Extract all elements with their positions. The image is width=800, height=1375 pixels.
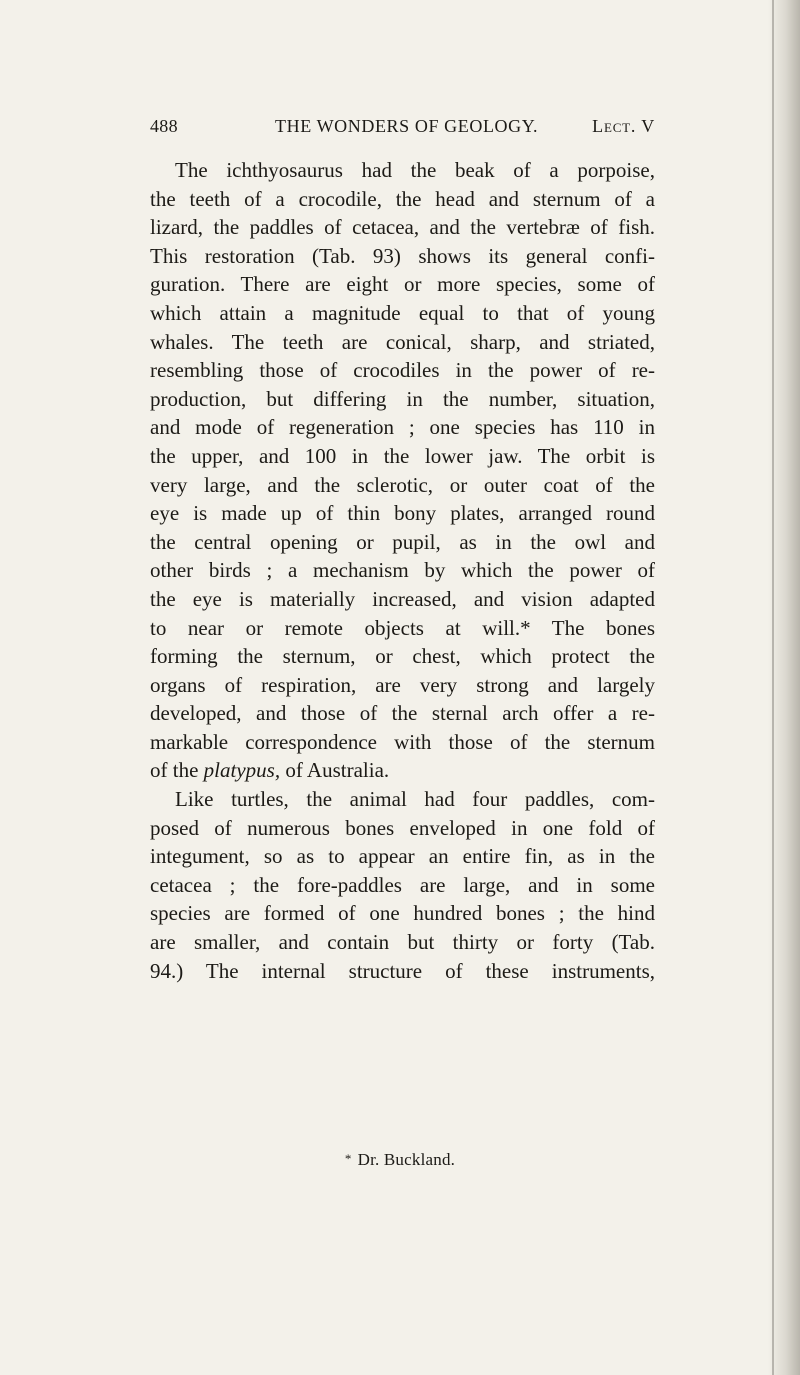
text-line: guration. There are eight or more species, some of — [150, 272, 655, 297]
text-line: species are formed of one hundred bones ; the hind — [150, 901, 655, 926]
text-line: forming the sternum, or chest, which protect the — [150, 644, 655, 669]
running-header — [150, 116, 655, 140]
footnote-mark: * — [344, 1151, 352, 1166]
text-line: The ichthyosaurus had the beak of a porpoise, — [175, 158, 655, 182]
text-line: This restoration (Tab. 93) shows its general confi- — [150, 243, 655, 268]
text-line: which attain a magnitude equal to that of young — [150, 300, 655, 325]
lecture-marker: Lect. V — [592, 116, 655, 136]
text-line: lizard, the paddles of cetacea, and the vertebræ of fish. — [150, 215, 655, 240]
body-text — [150, 156, 655, 985]
text-line: other birds ; a mechanism by which the power of — [150, 558, 655, 583]
text-line: are smaller, and contain but thirty or forty (Tab. — [150, 930, 655, 955]
page-number: 488 — [150, 116, 178, 136]
text-line: the central opening or pupil, as in the owl and — [150, 529, 655, 554]
text-line: whales. The teeth are conical, sharp, and striated, — [150, 329, 655, 354]
text-line: resembling those of crocodiles in the power of re- — [150, 358, 655, 383]
text-line-platypus — [150, 756, 655, 785]
text-line: the eye is materially increased, and vision adapted — [150, 586, 655, 611]
text-line: cetacea ; the fore-paddles are large, and in some — [150, 872, 655, 897]
text-line: very large, and the sclerotic, or outer coat of the — [150, 472, 655, 497]
text-fragment: of Australia. — [280, 758, 390, 783]
text-line: organs of respiration, are very strong and largely — [150, 672, 655, 697]
running-title: THE WONDERS OF GEOLOGY. — [275, 116, 539, 136]
text-fragment: of the — [150, 758, 204, 783]
text-line: and mode of regeneration ; one species has 110 in — [150, 415, 655, 440]
footnote-text: Dr. Buckland. — [357, 1150, 456, 1169]
text-line: 94.) The internal structure of these instruments, — [150, 958, 655, 983]
text-line: posed of numerous bones enveloped in one fold of — [150, 815, 655, 840]
footnote — [0, 1150, 800, 1170]
text-line: markable correspondence with those of the sternum — [150, 729, 655, 754]
platypus-italic: platypus, — [203, 758, 281, 783]
text-line: developed, and those of the sternal arch offer a re- — [150, 701, 655, 726]
text-line: the teeth of a crocodile, the head and sternum of a — [150, 186, 655, 211]
text-line: production, but differing in the number, situation, — [150, 386, 655, 411]
text-line: eye is made up of thin bony plates, arranged round — [150, 501, 655, 526]
text-line: to near or remote objects at will.* The bones — [150, 615, 655, 640]
text-line: Like turtles, the animal had four paddles, com- — [175, 787, 655, 812]
text-line: integument, so as to appear an entire fin, as in the — [150, 844, 655, 869]
text-line: the upper, and 100 in the lower jaw. The orbit is — [150, 443, 655, 468]
